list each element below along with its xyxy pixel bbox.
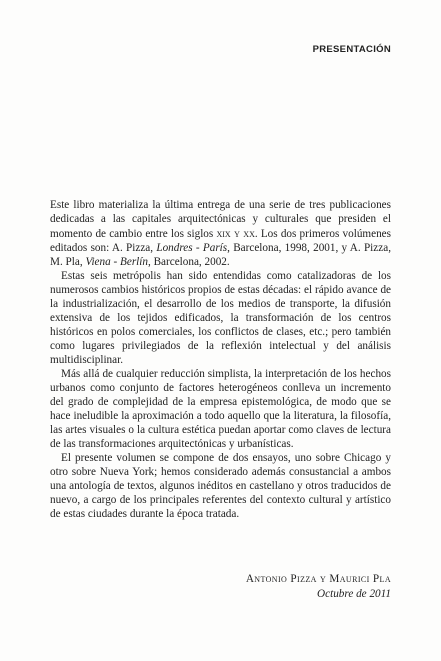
body-text [50,198,391,521]
paragraph-1 [50,198,391,269]
book-title-viena-berlin: Viena - Berlín [85,256,148,268]
signature-block [246,572,391,602]
paragraph-1-part-c: , Barcelona, 1998, 2001, y A. Pizza, M. Pla, [50,242,391,268]
centuries-small-caps: xix y xx [216,226,255,240]
running-head-title: PRESENTACIÓN [312,44,391,55]
paragraph-4: El presente volumen se compone de dos ensayos, uno sobre Chicago y otro sobre Nueva York; hemos considerado además consustancial a ambos una antología de textos, algunos inéditos en castellano y otros traducidos de nuevo, a cargo de los principales referentes del contexto cultural y artístico de estas ciudades durante la época tratada. [50,452,391,520]
signature-authors: Antonio Pizza y Maurici Pla [245,573,391,585]
book-title-londres-paris: Londres - París [156,242,228,254]
paragraph-2: Estas seis metrópolis han sido entendidas como catalizadoras de los numerosos cambios históricos propios de estas décadas: el rápido avance de la industrialización, el desarrollo de los medios de transporte, la difusión extensiva de los tejidos edificados, la transformación de los centros históricos en polos comerciales, los conflictos de clases, etc.; pero también como lugares privilegiados de la reflexión intelectual y del análisis multidisciplinar. [50,270,391,366]
paragraph-1-part-b: . Los dos primeros volúmenes editados son: A. Pizza, [50,228,391,254]
paragraph-3: Más allá de cualquier reducción simplista, la interpretación de los hechos urbanos como conjunto de factores heterogéneos conlleva un incremento del grado de complejidad de la empresa epistemológica, de modo que se hace ineludible la aproximación a todo aquello que la literatura, la filosofía, las artes visuales o la cultura estética puedan aportar como claves de lectura de las transformaciones arquitectónicas y urbanísticas. [50,368,391,450]
paragraph-1-part-d: , Barcelona, 2002. [147,256,230,268]
signature-date: Octubre de 2011 [317,588,391,600]
paragraph-1-part-a: Este libro materializa la última entrega de una serie de tres publicaciones dedicadas a las capitales arquitectónicas y culturales que presiden el momento de cambio entre los siglos [50,199,391,240]
